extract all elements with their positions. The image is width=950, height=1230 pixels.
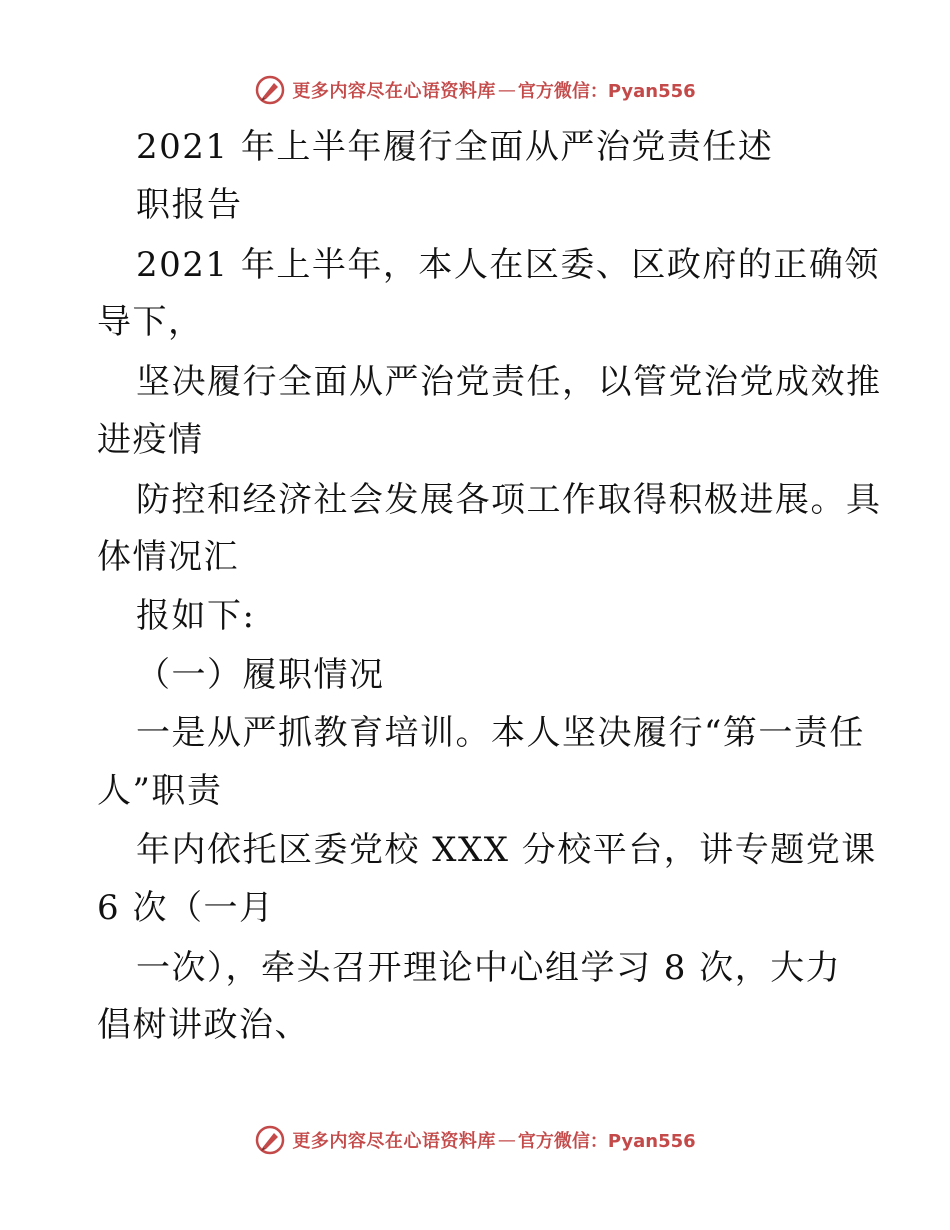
paragraph-line: 年内依托区委党校 XXX 分校平台，讲专题党课 — [136, 830, 877, 870]
paragraph-line: 一次），牵头召开理论中心组学习 8 次，大力 — [136, 948, 842, 988]
watermark-text: 更多内容尽在心语资料库 — [292, 1131, 496, 1152]
section-heading: （一）履职情况 — [136, 655, 385, 695]
watermark-separator: — — [497, 1129, 516, 1151]
watermark-text: 更多内容尽在心语资料库 — [292, 81, 496, 102]
paragraph-line: 报如下: — [136, 596, 256, 636]
pen-nib-icon — [254, 1124, 286, 1156]
paragraph-line: 6 次（一月 — [97, 888, 275, 928]
paragraph-line: 2021 年上半年，本人在区委、区政府的正确领 — [136, 245, 880, 285]
paragraph-line: 导下， — [97, 302, 204, 342]
footer-watermark — [0, 1120, 950, 1160]
paragraph-line: 体情况汇 — [97, 537, 239, 577]
paragraph-line: 进疫情 — [97, 420, 204, 460]
paragraph-line: 一是从严抓教育培训。本人坚决履行“第一责任 — [136, 713, 865, 753]
watermark-separator: — — [497, 79, 516, 101]
title-line-1: 2021 年上半年履行全面从严治党责任述 — [136, 127, 774, 167]
paragraph-line: 坚决履行全面从严治党责任，以管党治党成效推 — [136, 362, 882, 402]
title-line-2: 职报告 — [136, 185, 243, 225]
watermark-contact: 官方微信：Pyan556 — [517, 81, 696, 102]
paragraph-line: 人”职责 — [97, 771, 223, 811]
watermark-contact: 官方微信：Pyan556 — [517, 1131, 696, 1152]
paragraph-line: 倡树讲政治、 — [97, 1005, 310, 1045]
paragraph-line: 防控和经济社会发展各项工作取得积极进展。具 — [136, 480, 882, 520]
